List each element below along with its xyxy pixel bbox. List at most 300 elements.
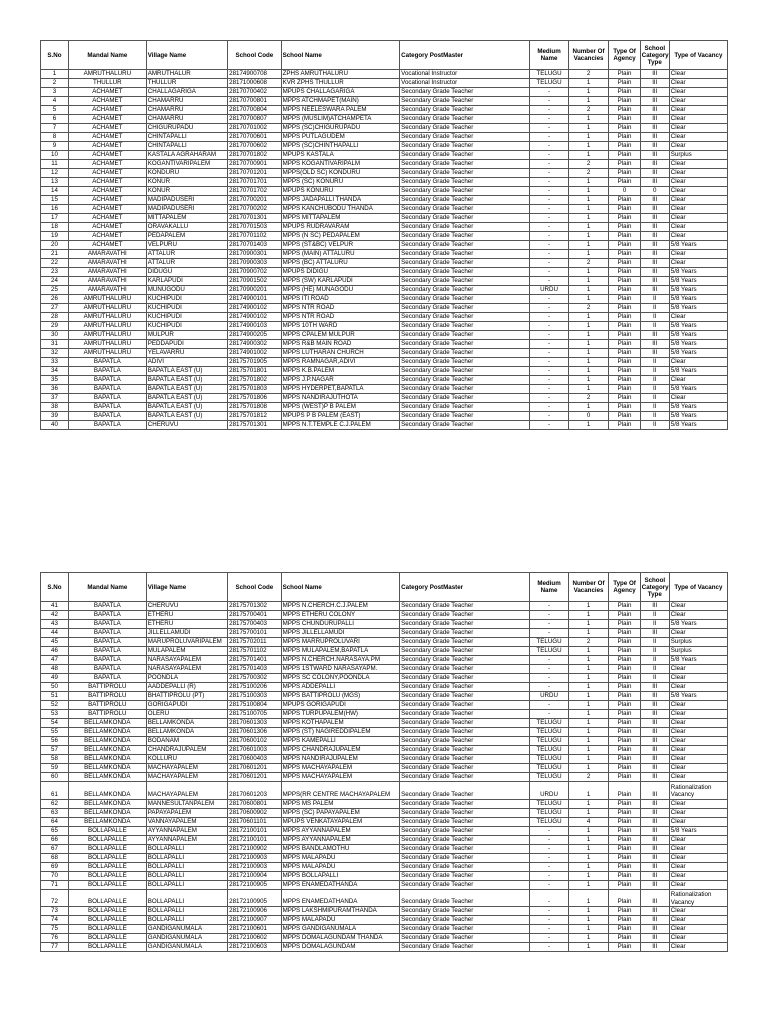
cell-sno: 7	[41, 124, 69, 133]
cell-school-category-type: III	[640, 728, 669, 737]
cell-school-code: 28175701301	[228, 421, 281, 430]
table-body	[41, 70, 728, 430]
cell-medium-name: -	[530, 358, 568, 367]
cell-school-category-type: III	[640, 115, 669, 124]
table-row	[41, 871, 728, 880]
cell-mandal-name: BAPATLA	[68, 412, 146, 421]
cell-school-category-type: III	[640, 331, 669, 340]
table-row	[41, 214, 728, 223]
cell-sno: 36	[41, 385, 69, 394]
cell-category-postmaster: Secondary Grade Teacher	[400, 142, 530, 151]
cell-school-category-type: II	[640, 304, 669, 313]
cell-medium-name: TELUGU	[530, 808, 568, 817]
cell-number-of-vacancies: 1	[568, 620, 609, 629]
cell-medium-name: -	[530, 701, 568, 710]
cell-type-of-agency: Plain	[609, 773, 640, 782]
cell-number-of-vacancies: 2	[568, 304, 609, 313]
cell-village-name: BAPATLA EAST (U)	[146, 385, 227, 394]
cell-school-name: MPPS NEELESWARA PALEM	[281, 106, 400, 115]
cell-school-name: MPPS (MAIN) ATTALURU	[281, 250, 400, 259]
cell-category-postmaster: Secondary Grade Teacher	[400, 421, 530, 430]
cell-sno: 11	[41, 160, 69, 169]
cell-village-name: ADIVI	[146, 358, 227, 367]
cell-type-of-vacancy: Clear	[669, 817, 727, 826]
cell-sno: 9	[41, 142, 69, 151]
cell-type-of-vacancy: Clear	[669, 124, 727, 133]
cell-school-name: MPPS DOMALAGUNDAM	[281, 943, 400, 952]
cell-type-of-agency: Plain	[609, 880, 640, 889]
cell-school-code: 28175701812	[228, 412, 281, 421]
cell-type-of-agency: Plain	[609, 799, 640, 808]
cell-school-name: MPUPS GORIGAPUDI	[281, 701, 400, 710]
cell-number-of-vacancies: 1	[568, 322, 609, 331]
cell-number-of-vacancies: 1	[568, 737, 609, 746]
cell-mandal-name: AMARAVATHI	[68, 259, 146, 268]
cell-category-postmaster: Secondary Grade Teacher	[400, 133, 530, 142]
header-village-name: Village Name	[146, 573, 227, 602]
cell-school-code: 28174900102	[228, 304, 281, 313]
cell-number-of-vacancies: 1	[568, 232, 609, 241]
cell-school-category-type: III	[640, 746, 669, 755]
cell-medium-name: -	[530, 907, 568, 916]
cell-mandal-name: ACHAMET	[68, 196, 146, 205]
cell-category-postmaster: Secondary Grade Teacher	[400, 340, 530, 349]
cell-medium-name: -	[530, 629, 568, 638]
cell-type-of-agency: Plain	[609, 683, 640, 692]
cell-mandal-name: BOLLAPALLE	[68, 880, 146, 889]
cell-school-name: MPPS CHANDRAJUPALEM	[281, 746, 400, 755]
cell-medium-name: -	[530, 106, 568, 115]
cell-school-category-type: II	[640, 638, 669, 647]
table-row	[41, 205, 728, 214]
cell-school-category-type: III	[640, 340, 669, 349]
cell-category-postmaster: Secondary Grade Teacher	[400, 214, 530, 223]
cell-category-postmaster: Secondary Grade Teacher	[400, 367, 530, 376]
cell-number-of-vacancies: 1	[568, 692, 609, 701]
cell-type-of-vacancy: 5/8 Years	[669, 331, 727, 340]
cell-school-name: MPPS ATCHMAPET(MAIN)	[281, 97, 400, 106]
cell-school-name: MPPS KANCHUBODU THANDA	[281, 205, 400, 214]
cell-sno: 12	[41, 169, 69, 178]
cell-school-name: MPPS MACHAYAPALEM	[281, 773, 400, 782]
cell-category-postmaster: Secondary Grade Teacher	[400, 835, 530, 844]
cell-village-name: AMRUTHALUR	[146, 70, 227, 79]
cell-number-of-vacancies: 1	[568, 268, 609, 277]
cell-school-category-type: III	[640, 88, 669, 97]
cell-medium-name: -	[530, 376, 568, 385]
cell-medium-name: -	[530, 196, 568, 205]
cell-school-name: MPPS J.P.NAGAR	[281, 376, 400, 385]
cell-type-of-agency: Plain	[609, 376, 640, 385]
cell-type-of-agency: Plain	[609, 97, 640, 106]
cell-school-code: 28170700402	[228, 88, 281, 97]
cell-category-postmaster: Secondary Grade Teacher	[400, 115, 530, 124]
cell-type-of-vacancy: 5/8 Years	[669, 826, 727, 835]
cell-mandal-name: ACHAMET	[68, 151, 146, 160]
cell-mandal-name: BOLLAPALLE	[68, 871, 146, 880]
cell-type-of-agency: Plain	[609, 214, 640, 223]
cell-sno: 35	[41, 376, 69, 385]
cell-mandal-name: BOLLAPALLE	[68, 844, 146, 853]
header-mandal-name: Mandal Name	[68, 573, 146, 602]
table-row	[41, 889, 728, 907]
table-row	[41, 719, 728, 728]
cell-number-of-vacancies: 1	[568, 133, 609, 142]
cell-school-category-type: III	[640, 629, 669, 638]
cell-sno: 15	[41, 196, 69, 205]
cell-school-code: 28170701701	[228, 178, 281, 187]
cell-school-code: 28170701201	[228, 169, 281, 178]
cell-school-code: 28170701403	[228, 241, 281, 250]
cell-school-code: 28170600102	[228, 737, 281, 746]
table-row	[41, 223, 728, 232]
cell-school-code: 28172100905	[228, 880, 281, 889]
cell-school-category-type: II	[640, 647, 669, 656]
cell-village-name: ATTALUR	[146, 250, 227, 259]
cell-sno: 23	[41, 268, 69, 277]
cell-school-category-type: 0	[640, 187, 669, 196]
cell-medium-name: TELUGU	[530, 799, 568, 808]
cell-type-of-agency: Plain	[609, 277, 640, 286]
cell-medium-name: -	[530, 862, 568, 871]
cell-school-code: 28172100906	[228, 907, 281, 916]
cell-category-postmaster: Secondary Grade Teacher	[400, 322, 530, 331]
cell-number-of-vacancies: 1	[568, 223, 609, 232]
cell-school-category-type: III	[640, 602, 669, 611]
table-row	[41, 620, 728, 629]
cell-type-of-agency: Plain	[609, 412, 640, 421]
cell-mandal-name: ACHAMET	[68, 97, 146, 106]
table-row	[41, 773, 728, 782]
cell-category-postmaster: Secondary Grade Teacher	[400, 934, 530, 943]
cell-type-of-vacancy: 5/8 Years	[669, 403, 727, 412]
cell-type-of-vacancy: Surplus	[669, 638, 727, 647]
cell-number-of-vacancies: 2	[568, 169, 609, 178]
cell-type-of-agency: Plain	[609, 656, 640, 665]
table-row	[41, 394, 728, 403]
cell-type-of-agency: Plain	[609, 358, 640, 367]
cell-medium-name: TELUGU	[530, 773, 568, 782]
cell-village-name: CHERUVU	[146, 421, 227, 430]
cell-school-code: 28170600902	[228, 808, 281, 817]
cell-sno: 37	[41, 394, 69, 403]
cell-mandal-name: BOLLAPALLE	[68, 925, 146, 934]
cell-number-of-vacancies: 0	[568, 412, 609, 421]
cell-mandal-name: ACHAMET	[68, 160, 146, 169]
cell-medium-name: -	[530, 710, 568, 719]
cell-school-code: 28170600801	[228, 799, 281, 808]
cell-medium-name: TELUGU	[530, 817, 568, 826]
cell-category-postmaster: Secondary Grade Teacher	[400, 394, 530, 403]
cell-category-postmaster: Secondary Grade Teacher	[400, 674, 530, 683]
cell-village-name: OLERU	[146, 710, 227, 719]
cell-number-of-vacancies: 1	[568, 665, 609, 674]
cell-school-category-type: II	[640, 620, 669, 629]
cell-mandal-name: BELLAMKONDA	[68, 728, 146, 737]
cell-mandal-name: BATTIPROLU	[68, 692, 146, 701]
cell-type-of-agency: Plain	[609, 421, 640, 430]
cell-medium-name: -	[530, 611, 568, 620]
cell-number-of-vacancies: 1	[568, 907, 609, 916]
cell-type-of-vacancy: Surplus	[669, 151, 727, 160]
cell-number-of-vacancies: 1	[568, 611, 609, 620]
cell-school-code: 28170701102	[228, 232, 281, 241]
cell-category-postmaster: Secondary Grade Teacher	[400, 683, 530, 692]
cell-school-name: MPPS (MUSLIM)ATCHAMPETA	[281, 115, 400, 124]
cell-school-code: 28170700602	[228, 142, 281, 151]
cell-mandal-name: BATTIPROLU	[68, 683, 146, 692]
cell-village-name: BELLAMKONDA	[146, 719, 227, 728]
cell-type-of-vacancy: Clear	[669, 106, 727, 115]
cell-number-of-vacancies: 1	[568, 925, 609, 934]
cell-school-code: 28174900302	[228, 340, 281, 349]
cell-medium-name: -	[530, 340, 568, 349]
table-row	[41, 799, 728, 808]
cell-sno: 69	[41, 862, 69, 871]
cell-medium-name: -	[530, 925, 568, 934]
cell-school-category-type: II	[640, 313, 669, 322]
cell-school-code: 28172100903	[228, 862, 281, 871]
cell-school-category-type: III	[640, 782, 669, 800]
cell-type-of-vacancy: Rationalization Vacancy	[669, 782, 727, 800]
cell-mandal-name: BOLLAPALLE	[68, 907, 146, 916]
cell-type-of-agency: Plain	[609, 124, 640, 133]
cell-sno: 49	[41, 674, 69, 683]
cell-school-name: MPPS N.CHERCH.NARASAYA.PM	[281, 656, 400, 665]
cell-mandal-name: BAPATLA	[68, 403, 146, 412]
table-row	[41, 79, 728, 88]
cell-sno: 39	[41, 412, 69, 421]
table-row	[41, 862, 728, 871]
cell-category-postmaster: Secondary Grade Teacher	[400, 304, 530, 313]
cell-type-of-vacancy: Clear	[669, 602, 727, 611]
cell-type-of-vacancy: Clear	[669, 79, 727, 88]
cell-medium-name: TELUGU	[530, 737, 568, 746]
cell-village-name: BAPATLA EAST (U)	[146, 412, 227, 421]
cell-sno: 40	[41, 421, 69, 430]
cell-sno: 61	[41, 782, 69, 800]
cell-school-name: MPPS (SW) KARLAPUDI	[281, 277, 400, 286]
cell-village-name: CHANDRAJUPALEM	[146, 746, 227, 755]
cell-type-of-agency: Plain	[609, 871, 640, 880]
cell-number-of-vacancies: 2	[568, 106, 609, 115]
cell-village-name: CHINTAPALLI	[146, 133, 227, 142]
cell-school-code: 28170700804	[228, 106, 281, 115]
cell-school-name: MPUPS KASTALA	[281, 151, 400, 160]
header-school-category-type: School Category Type	[640, 41, 669, 70]
cell-mandal-name: BAPATLA	[68, 665, 146, 674]
cell-school-category-type: III	[640, 808, 669, 817]
cell-sno: 63	[41, 808, 69, 817]
table-row	[41, 313, 728, 322]
cell-village-name: KONUR	[146, 178, 227, 187]
cell-type-of-vacancy: Clear	[669, 196, 727, 205]
cell-category-postmaster: Secondary Grade Teacher	[400, 412, 530, 421]
cell-number-of-vacancies: 1	[568, 151, 609, 160]
cell-school-name: MPPS NANDIRAJUTHOTA	[281, 394, 400, 403]
cell-type-of-vacancy: 5/8 Years	[669, 367, 727, 376]
cell-number-of-vacancies: 2	[568, 160, 609, 169]
cell-school-category-type: III	[640, 106, 669, 115]
cell-category-postmaster: Secondary Grade Teacher	[400, 862, 530, 871]
cell-category-postmaster: Secondary Grade Teacher	[400, 241, 530, 250]
cell-village-name: MARUPROLUVARIPALEM	[146, 638, 227, 647]
cell-school-category-type: III	[640, 79, 669, 88]
cell-school-name: KVR ZPHS THULLUR	[281, 79, 400, 88]
table-row	[41, 241, 728, 250]
cell-school-name: MPPS (SC)CHINTHAPALLI	[281, 142, 400, 151]
table-row	[41, 97, 728, 106]
cell-medium-name: -	[530, 250, 568, 259]
cell-sno: 3	[41, 88, 69, 97]
cell-school-category-type: III	[640, 773, 669, 782]
cell-school-category-type: III	[640, 259, 669, 268]
cell-school-name: MPPS MACHAYAPALEM	[281, 764, 400, 773]
cell-village-name: MULPUR	[146, 331, 227, 340]
cell-number-of-vacancies: 1	[568, 196, 609, 205]
cell-sno: 55	[41, 728, 69, 737]
cell-medium-name: -	[530, 223, 568, 232]
table-row	[41, 349, 728, 358]
cell-mandal-name: ACHAMET	[68, 115, 146, 124]
cell-number-of-vacancies: 1	[568, 313, 609, 322]
cell-type-of-vacancy: Clear	[669, 169, 727, 178]
table-row	[41, 376, 728, 385]
cell-mandal-name: BAPATLA	[68, 656, 146, 665]
cell-school-category-type: III	[640, 286, 669, 295]
cell-category-postmaster: Secondary Grade Teacher	[400, 629, 530, 638]
cell-mandal-name: BELLAMKONDA	[68, 799, 146, 808]
cell-type-of-agency: Plain	[609, 925, 640, 934]
header-school-category-type: School Category Type	[640, 573, 669, 602]
table-row	[41, 403, 728, 412]
cell-sno: 2	[41, 79, 69, 88]
cell-medium-name: -	[530, 349, 568, 358]
cell-mandal-name: BOLLAPALLE	[68, 943, 146, 952]
table-row	[41, 421, 728, 430]
cell-mandal-name: BATTIPROLU	[68, 710, 146, 719]
cell-medium-name: -	[530, 835, 568, 844]
cell-village-name: MADIPADUSERI	[146, 196, 227, 205]
cell-category-postmaster: Secondary Grade Teacher	[400, 755, 530, 764]
cell-type-of-agency: Plain	[609, 826, 640, 835]
cell-type-of-agency: Plain	[609, 862, 640, 871]
cell-type-of-agency: Plain	[609, 629, 640, 638]
cell-school-code: 28170601101	[228, 817, 281, 826]
cell-school-category-type: III	[640, 268, 669, 277]
cell-medium-name: -	[530, 178, 568, 187]
cell-category-postmaster: Secondary Grade Teacher	[400, 782, 530, 800]
cell-type-of-agency: Plain	[609, 620, 640, 629]
vacancy-table-page-1	[40, 40, 728, 430]
cell-sno: 56	[41, 737, 69, 746]
cell-mandal-name: ACHAMET	[68, 169, 146, 178]
cell-number-of-vacancies: 1	[568, 647, 609, 656]
cell-type-of-vacancy: Clear	[669, 674, 727, 683]
cell-village-name: BOLLAPALLI	[146, 844, 227, 853]
cell-mandal-name: BELLAMKONDA	[68, 782, 146, 800]
cell-mandal-name: BAPATLA	[68, 421, 146, 430]
cell-type-of-agency: Plain	[609, 719, 640, 728]
cell-category-postmaster: Secondary Grade Teacher	[400, 88, 530, 97]
header-school-name: School Name	[281, 41, 400, 70]
cell-school-category-type: III	[640, 764, 669, 773]
cell-school-category-type: III	[640, 737, 669, 746]
cell-type-of-agency: Plain	[609, 835, 640, 844]
cell-type-of-agency: Plain	[609, 142, 640, 151]
cell-mandal-name: BATTIPROLU	[68, 701, 146, 710]
cell-sno: 10	[41, 151, 69, 160]
cell-medium-name: -	[530, 934, 568, 943]
table-row	[41, 916, 728, 925]
cell-number-of-vacancies: 1	[568, 385, 609, 394]
cell-mandal-name: ACHAMET	[68, 142, 146, 151]
cell-type-of-agency: Plain	[609, 638, 640, 647]
cell-village-name: PAPAYAPALEM	[146, 808, 227, 817]
cell-school-category-type: II	[640, 376, 669, 385]
cell-school-code: 28170700601	[228, 133, 281, 142]
cell-type-of-vacancy: 5/8 Years	[669, 277, 727, 286]
cell-type-of-agency: Plain	[609, 250, 640, 259]
cell-village-name: BOLLAPALLI	[146, 916, 227, 925]
cell-type-of-agency: Plain	[609, 349, 640, 358]
cell-type-of-agency: Plain	[609, 322, 640, 331]
cell-village-name: AADDEPALLI (R)	[146, 683, 227, 692]
cell-village-name: BOLLAPALLI	[146, 862, 227, 871]
table-row	[41, 331, 728, 340]
cell-sno: 53	[41, 710, 69, 719]
cell-type-of-vacancy: Clear	[669, 115, 727, 124]
cell-number-of-vacancies: 1	[568, 728, 609, 737]
cell-type-of-vacancy: Clear	[669, 871, 727, 880]
cell-school-category-type: II	[640, 403, 669, 412]
table-row	[41, 602, 728, 611]
cell-school-code: 28174900103	[228, 322, 281, 331]
cell-number-of-vacancies: 1	[568, 124, 609, 133]
cell-village-name: KUCHIPUDI	[146, 304, 227, 313]
cell-type-of-agency: Plain	[609, 934, 640, 943]
cell-village-name: KARLAPUDI	[146, 277, 227, 286]
cell-type-of-vacancy: Clear	[669, 746, 727, 755]
cell-mandal-name: BELLAMKONDA	[68, 764, 146, 773]
cell-school-name: MPUPS DIDIGU	[281, 268, 400, 277]
cell-school-category-type: II	[640, 611, 669, 620]
cell-school-name: MPPS CHUNDURUPALLI	[281, 620, 400, 629]
table-row	[41, 259, 728, 268]
cell-school-code: 28175700403	[228, 620, 281, 629]
cell-school-category-type: II	[640, 412, 669, 421]
cell-medium-name: -	[530, 322, 568, 331]
cell-sno: 17	[41, 214, 69, 223]
cell-type-of-vacancy: Clear	[669, 755, 727, 764]
cell-sno: 75	[41, 925, 69, 934]
cell-type-of-vacancy: 5/8 Years	[669, 656, 727, 665]
cell-type-of-vacancy: Clear	[669, 313, 727, 322]
cell-village-name: BODANAM	[146, 737, 227, 746]
cell-number-of-vacancies: 1	[568, 764, 609, 773]
cell-village-name: JILLELLAMUDI	[146, 629, 227, 638]
cell-medium-name: -	[530, 412, 568, 421]
cell-medium-name: URDU	[530, 286, 568, 295]
cell-sno: 72	[41, 889, 69, 907]
cell-mandal-name: ACHAMET	[68, 232, 146, 241]
cell-sno: 32	[41, 349, 69, 358]
cell-number-of-vacancies: 1	[568, 205, 609, 214]
cell-sno: 77	[41, 943, 69, 952]
cell-type-of-vacancy: Clear	[669, 880, 727, 889]
vacancy-table-page-2	[40, 572, 728, 952]
cell-category-postmaster: Secondary Grade Teacher	[400, 259, 530, 268]
